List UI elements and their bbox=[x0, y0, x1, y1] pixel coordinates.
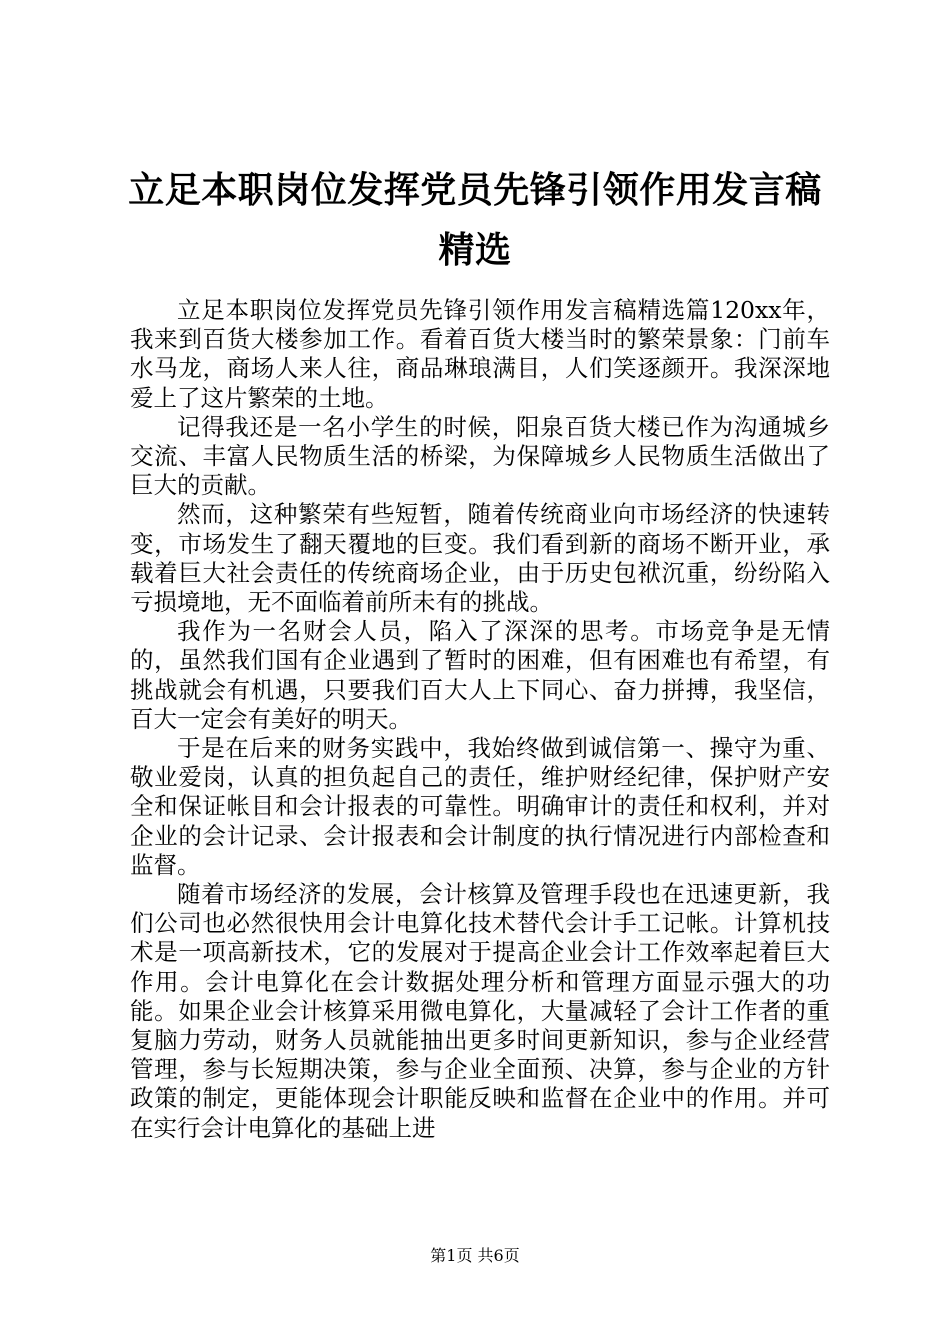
document-body bbox=[130, 296, 830, 1143]
paragraph-4: 我作为一名财会人员，陷入了深深的思考。市场竞争是无情的，虽然我们国有企业遇到了暂时的困难，但有困难也有希望，有挑战就会有机遇，只要我们百大人上下同心、奋力拼搏，我坚信，百大一定会有美好的明天。 bbox=[130, 617, 830, 733]
paragraph-5: 于是在后来的财务实践中，我始终做到诚信第一、操守为重、敬业爱岗，认真的担负起自己的责任，维护财经纪律，保护财产安全和保证帐目和会计报表的可靠性。明确审计的责任和权利，并对企业的会计记录、会计报表和会计制度的执行情况进行内部检查和监督。 bbox=[130, 734, 830, 879]
document-title: 立足本职岗位发挥党员先锋引领作用发言稿精选 bbox=[128, 169, 822, 271]
paragraph-2: 记得我还是一名小学生的时候，阳泉百货大楼已作为沟通城乡交流、丰富人民物质生活的桥梁，为保障城乡人民物质生活做出了巨大的贡献。 bbox=[130, 412, 830, 500]
paragraph-6: 随着市场经济的发展，会计核算及管理手段也在迅速更新，我们公司也必然很快用会计电算化技术替代会计手工记帐。计算机技术是一项高新技术，它的发展对于提高企业会计工作效率起着巨大作用。会计电算化在会计数据处理分析和管理方面显示强大的功能。如果企业会计核算采用微电算化，大量减轻了会计工作者的重复脑力劳动，财务人员就能抽出更多时间更新知识，参与企业经营管理，参与长短期决策，参与企业全面预、决算，参与企业的方针政策的制定，更能体现会计职能反映和监督在企业中的作用。并可在实行会计电算化的基础上进 bbox=[130, 880, 830, 1142]
paragraph-3: 然而，这种繁荣有些短暂，随着传统商业向市场经济的快速转变，市场发生了翻天覆地的巨变。我们看到新的商场不断开业，承载着巨大社会责任的传统商场企业，由于历史包袱沉重，纷纷陷入亏损境地，无不面临着前所未有的挑战。 bbox=[130, 500, 830, 617]
page-number-footer: 第1页 共6页 bbox=[430, 1246, 520, 1265]
paragraph-1: 立足本职岗位发挥党员先锋引领作用发言稿精选篇120xx年，我来到百货大楼参加工作。看着百货大楼当时的繁荣景象：门前车水马龙，商场人来人往，商品琳琅满目，人们笑逐颜开。我深深地爱上了这片繁荣的土地。 bbox=[130, 296, 830, 412]
